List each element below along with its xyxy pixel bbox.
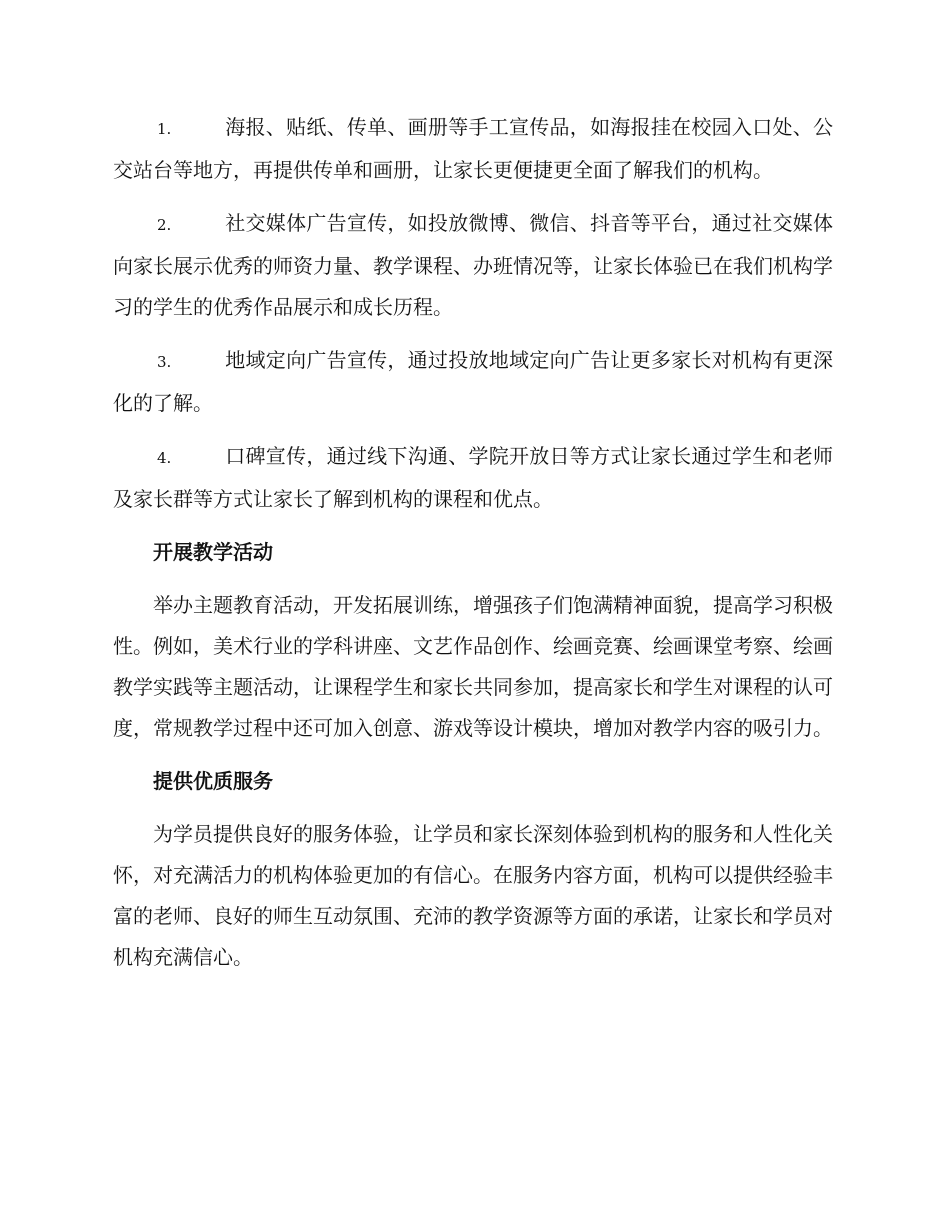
list-text: 口碑宣传，通过线下沟通、学院开放日等方式让家长通过学生和老师及家长群等方式让家长了解到机构的课程和优点。 [113, 444, 833, 511]
section-heading-teaching-activities: 开展教学活动 [153, 540, 273, 564]
list-number: 3. [157, 353, 172, 371]
document-content [113, 107, 833, 990]
list-item-1 [113, 107, 833, 191]
section-body-quality-service: 为学员提供良好的服务体验，让学员和家长深刻体验到机构的服务和人性化关怀，对充满活力的机构体验更加的有信心。在服务内容方面，机构可以提供经验丰富的老师、良好的师生互动氛围、充沛的教学资源等方面的承诺，让家长和学员对机构充满信心。 [113, 822, 833, 969]
section-body-teaching-activities: 举办主题教育活动，开发拓展训练，增强孩子们饱满精神面貌，提高学习积极性。例如，美术行业的学科讲座、文艺作品创作、绘画竞赛、绘画课堂考察、绘画教学实践等主题活动，让课程学生和家长共同参加，提高家长和学生对课程的认可度，常规教学过程中还可加入创意、游戏等设计模块，增加对教学内容的吸引力。 [113, 593, 833, 740]
list-number: 2. [157, 216, 172, 234]
list-item-4 [113, 436, 833, 520]
section-heading-quality-service: 提供优质服务 [153, 769, 273, 793]
list-text: 地域定向广告宣传，通过投放地域定向广告让更多家长对机构有更深化的了解。 [113, 348, 833, 415]
list-item-2 [113, 203, 833, 328]
list-item-3 [113, 340, 833, 424]
list-number: 4. [157, 449, 172, 467]
list-text: 社交媒体广告宣传，如投放微博、微信、抖音等平台，通过社交媒体向家长展示优秀的师资力量、教学课程、办班情况等，让家长体验已在我们机构学习的学生的优秀作品展示和成长历程。 [113, 211, 833, 319]
list-number: 1. [157, 120, 172, 138]
list-text: 海报、贴纸、传单、画册等手工宣传品，如海报挂在校园入口处、公交站台等地方，再提供传单和画册，让家长更便捷更全面了解我们的机构。 [113, 115, 833, 182]
